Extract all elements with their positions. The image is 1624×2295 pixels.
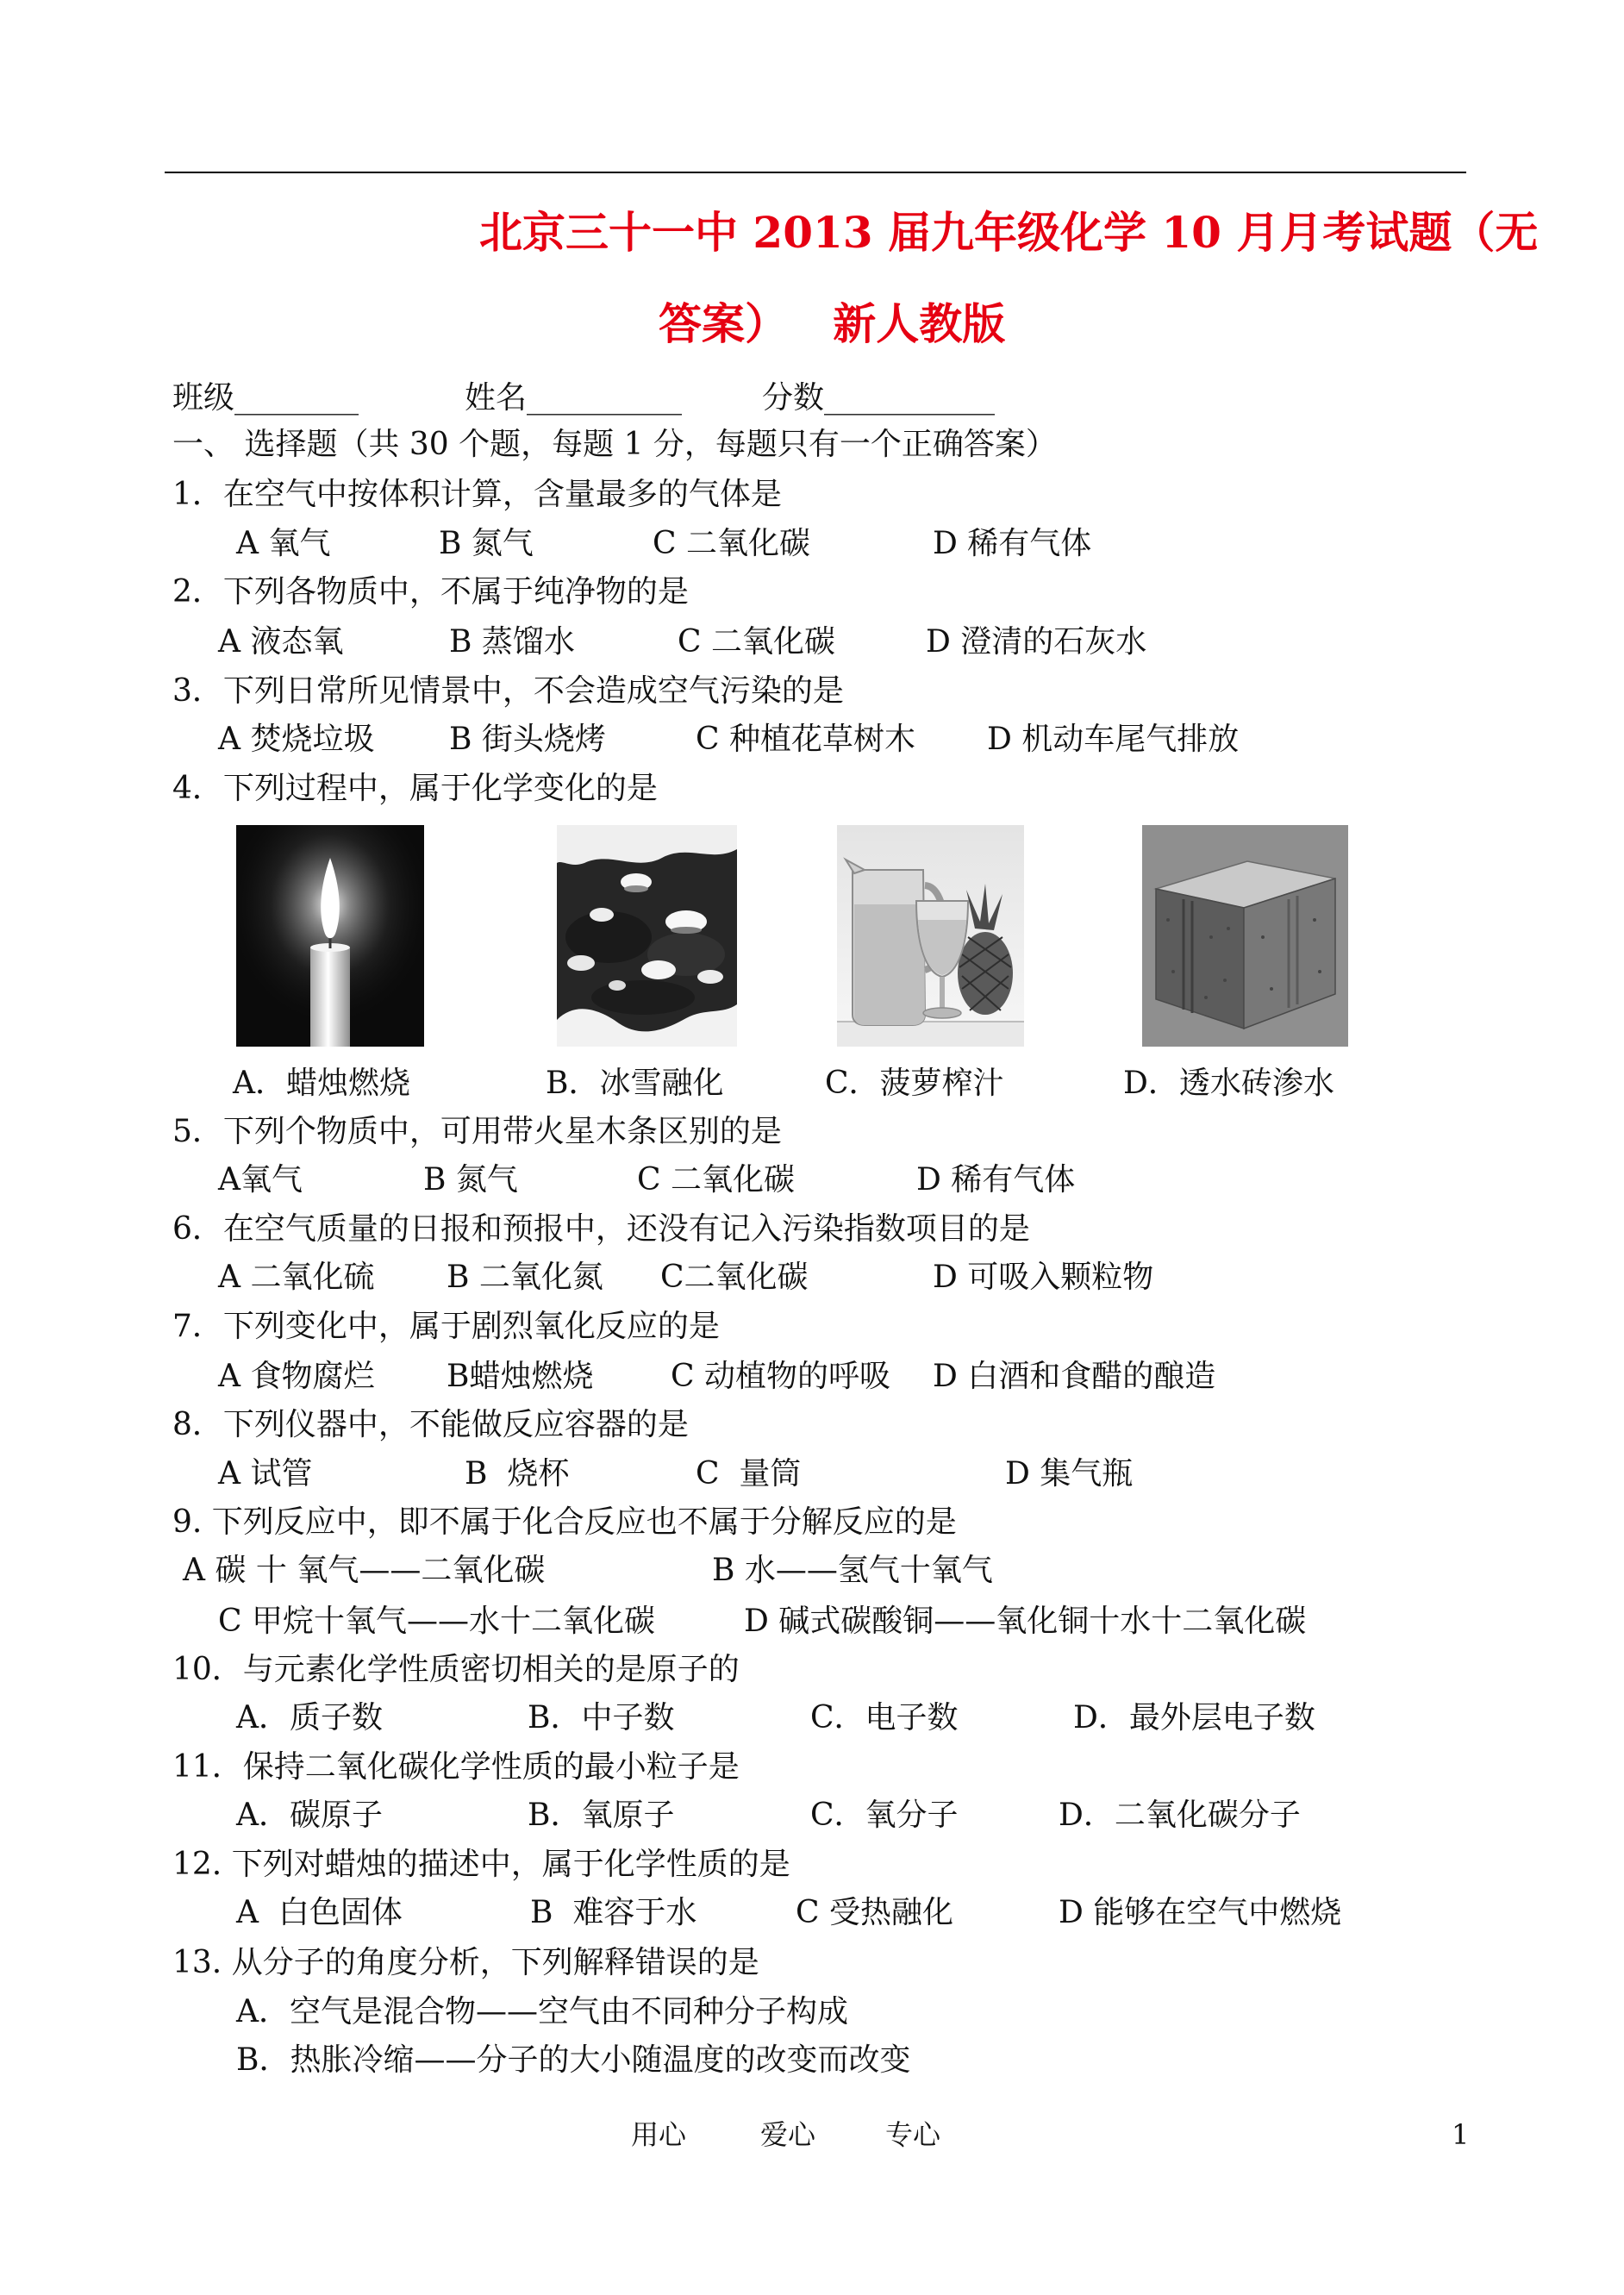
question-1-option-d: D 稀有气体 [933, 526, 1092, 561]
question-12-option-a: A 白色固体 [236, 1895, 403, 1930]
question-9-option-b: B 水——氢气十氧气 [712, 1553, 993, 1588]
question-8-option-a: A 试管 [218, 1456, 313, 1491]
question-10-option-a: A．质子数 [236, 1700, 383, 1735]
question-5-option-c: C 二氧化碳 [637, 1162, 795, 1198]
question-7-option-a: A 食物腐烂 [218, 1359, 375, 1394]
footer-motto-1: 用心 [631, 2118, 687, 2151]
question-12-option-c: C 受热融化 [796, 1895, 953, 1930]
question-3-option-d: D 机动车尾气排放 [987, 722, 1240, 757]
question-3-option-c: C 种植花草树木 [696, 722, 915, 757]
question-2-stem: 2．下列各物质中，不属于纯净物的是 [172, 574, 689, 610]
permeable-brick-image [1142, 825, 1348, 1047]
question-2-option-a: A 液态氧 [218, 624, 344, 660]
question-9-option-d: D 碱式碳酸铜——氧化铜十水十二氧化碳 [744, 1604, 1307, 1639]
question-12-stem: 12. 下列对蜡烛的描述中，属于化学性质的是 [172, 1847, 790, 1882]
question-5-option-a: A氧气 [218, 1162, 303, 1198]
section-heading: 一、 选择题（共 30 个题，每题 1 分，每题只有一个正确答案） [172, 427, 1057, 462]
question-13-stem: 13. 从分子的角度分析，下列解释错误的是 [172, 1945, 759, 1980]
question-5-option-d: D 稀有气体 [916, 1162, 1076, 1198]
question-9-option-c: C 甲烷十氧气——水十二氧化碳 [218, 1604, 655, 1639]
footer-motto-2: 爱心 [760, 2118, 816, 2151]
question-11-stem: 11．保持二氧化碳化学性质的最小粒子是 [172, 1749, 740, 1785]
question-8-stem: 8．下列仪器中，不能做反应容器的是 [172, 1407, 689, 1442]
question-7-option-c: C 动植物的呼吸 [671, 1359, 890, 1394]
question-4-stem: 4．下列过程中，属于化学变化的是 [172, 771, 658, 806]
question-8-option-c: C 量筒 [696, 1456, 802, 1491]
class-field: 班级________ [172, 380, 359, 416]
question-10-option-c: C．电子数 [810, 1700, 959, 1735]
question-7-option-b: B蜡烛燃烧 [447, 1359, 594, 1394]
question-6-stem: 6．在空气质量的日报和预报中，还没有记入污染指数项目的是 [172, 1211, 1030, 1247]
question-1-option-b: B 氮气 [439, 526, 534, 561]
question-11-option-c: C．氧分子 [810, 1798, 959, 1833]
snow-melting-image [557, 825, 737, 1047]
question-4-option-a: A．蜡烛燃烧 [233, 1066, 410, 1101]
question-10-option-b: B．中子数 [528, 1700, 675, 1735]
question-12-option-d: D 能够在空气中燃烧 [1059, 1895, 1342, 1930]
question-2-option-d: D 澄清的石灰水 [926, 624, 1147, 660]
question-6-option-c: C二氧化碳 [660, 1260, 809, 1295]
question-11-option-b: B．氧原子 [528, 1798, 675, 1833]
question-6-option-b: B 二氧化氮 [447, 1260, 603, 1295]
question-1-stem: 1．在空气中按体积计算，含量最多的气体是 [172, 477, 782, 512]
score-field: 分数___________ [762, 380, 996, 416]
question-13-option-a: A．空气是混合物——空气由不同种分子构成 [236, 1994, 848, 2029]
question-11-option-a: A．碳原子 [236, 1798, 383, 1833]
header-rule [165, 172, 1466, 173]
question-7-option-d: D 白酒和食醋的酿造 [933, 1359, 1216, 1394]
page-number: 1 [1452, 2118, 1470, 2151]
question-2-option-c: C 二氧化碳 [678, 624, 835, 660]
pineapple-juicing-image [837, 825, 1024, 1047]
question-13-option-b: B．热胀冷缩——分子的大小随温度的改变而改变 [236, 2042, 911, 2078]
question-8-option-b: B 烧杯 [465, 1456, 570, 1491]
question-6-option-a: A 二氧化硫 [218, 1260, 375, 1295]
question-10-stem: 10．与元素化学性质密切相关的是原子的 [172, 1652, 740, 1687]
question-5-option-b: B 氮气 [423, 1162, 518, 1198]
question-1-option-c: C 二氧化碳 [653, 526, 810, 561]
title-line-2: 答案） 新人教版 [659, 298, 1006, 349]
footer-motto-3: 专心 [885, 2118, 941, 2151]
question-7-stem: 7．下列变化中，属于剧烈氧化反应的是 [172, 1309, 720, 1344]
question-4-option-c: C．菠萝榨汁 [825, 1066, 1004, 1101]
candle-burning-image [236, 825, 424, 1047]
question-9-option-a: A 碳 十 氧气——二氧化碳 [183, 1553, 546, 1588]
question-3-option-a: A 焚烧垃圾 [218, 722, 375, 757]
question-9-stem: 9. 下列反应中，即不属于化合反应也不属于分解反应的是 [172, 1504, 957, 1540]
question-4-option-d: D．透水砖渗水 [1123, 1066, 1334, 1101]
question-5-stem: 5．下列个物质中，可用带火星木条区别的是 [172, 1114, 782, 1149]
question-11-option-d: D．二氧化碳分子 [1059, 1798, 1301, 1833]
question-3-stem: 3．下列日常所见情景中，不会造成空气污染的是 [172, 673, 844, 709]
question-2-option-b: B 蒸馏水 [449, 624, 575, 660]
question-12-option-b: B 难容于水 [530, 1895, 697, 1930]
question-8-option-d: D 集气瓶 [1005, 1456, 1134, 1491]
question-1-option-a: A 氧气 [236, 526, 331, 561]
question-4-option-b: B．冰雪融化 [546, 1066, 724, 1101]
question-6-option-d: D 可吸入颗粒物 [933, 1260, 1154, 1295]
title-line-1: 北京三十一中 2013 届九年级化学 10 月月考试题（无 [479, 207, 1539, 258]
question-3-option-b: B 街头烧烤 [449, 722, 606, 757]
question-10-option-d: D．最外层电子数 [1073, 1700, 1315, 1735]
name-field: 姓名__________ [465, 380, 683, 416]
